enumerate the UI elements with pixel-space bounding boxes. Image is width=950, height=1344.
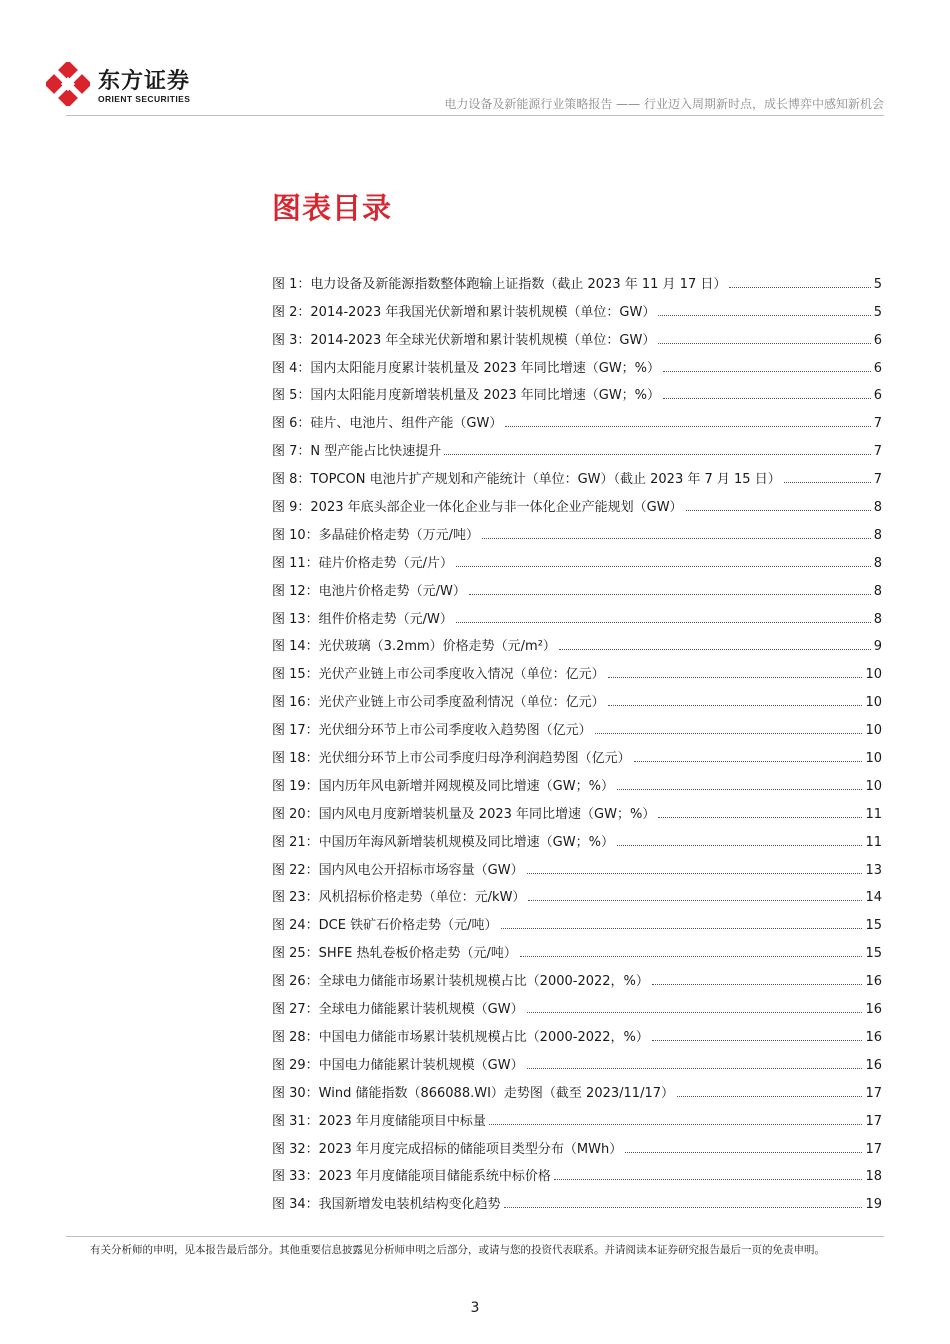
toc-leader-dots xyxy=(608,676,863,678)
toc-leader-dots xyxy=(686,509,871,511)
toc-leader-dots xyxy=(456,621,871,623)
toc-entry-page[interactable]: 15 xyxy=(865,918,882,934)
toc-entry[interactable] xyxy=(272,1157,882,1185)
toc-entry[interactable] xyxy=(272,822,882,850)
toc-leader-dots xyxy=(554,1178,863,1180)
toc-entry[interactable] xyxy=(272,403,882,431)
toc-entry-page[interactable]: 7 xyxy=(873,444,882,460)
toc-entry-label[interactable]: 图 34：我国新增发电装机结构变化趋势 xyxy=(272,1197,501,1213)
toc-leader-dots xyxy=(663,397,871,399)
toc-entry[interactable] xyxy=(272,878,882,906)
toc-entry[interactable] xyxy=(272,850,882,878)
orient-securities-logo-icon xyxy=(46,62,90,106)
toc-entry[interactable] xyxy=(272,794,882,822)
toc-entry-label[interactable]: 图 7：N 型产能占比快速提升 xyxy=(272,444,442,460)
toc-entry-label[interactable]: 图 15：光伏产业链上市公司季度收入情况（单位：亿元） xyxy=(272,667,605,683)
toc-leader-dots xyxy=(625,1151,862,1153)
toc-entry[interactable] xyxy=(272,264,882,292)
toc-entry-label[interactable]: 图 21：中国历年海风新增装机规模及同比增速（GW；%） xyxy=(272,834,614,850)
toc-entry[interactable] xyxy=(272,989,882,1017)
toc-entry-page[interactable]: 16 xyxy=(865,1029,882,1045)
toc-entry-label[interactable]: 图 30：Wind 储能指数（866088.WI）走势图（截至 2023/11/17） xyxy=(272,1085,674,1101)
toc-leader-dots xyxy=(469,593,871,595)
toc-entry[interactable] xyxy=(272,292,882,320)
toc-entry[interactable] xyxy=(272,627,882,655)
toc-entry-label[interactable]: 图 32：2023 年月度完成招标的储能项目类型分布（MWh） xyxy=(272,1141,623,1157)
toc-entry[interactable] xyxy=(272,1129,882,1157)
toc-entry-label[interactable]: 图 9：2023 年底头部企业一体化企业与非一体化企业产能规划（GW） xyxy=(272,500,683,516)
toc-entry-page[interactable]: 6 xyxy=(873,388,882,404)
toc-entry-label[interactable]: 图 1：电力设备及新能源指数整体跑输上证指数（截止 2023 年 11 月 17 日） xyxy=(272,276,727,292)
toc-entry-page[interactable]: 18 xyxy=(865,1169,882,1185)
toc-leader-dots xyxy=(658,816,862,818)
toc-entry-page[interactable]: 19 xyxy=(865,1197,882,1213)
toc-entry-page[interactable]: 5 xyxy=(873,304,882,320)
toc-entry-page[interactable]: 7 xyxy=(873,472,882,488)
toc-leader-dots xyxy=(677,1095,862,1097)
toc-entry[interactable] xyxy=(272,1017,882,1045)
toc-entry-page[interactable]: 8 xyxy=(873,555,882,571)
toc-entry-label[interactable]: 图 26：全球电力储能市场累计装机规模占比（2000-2022，%） xyxy=(272,974,649,990)
page-header xyxy=(0,0,950,120)
toc-entry-label[interactable]: 图 4：国内太阳能月度累计装机量及 2023 年同比增速（GW；%） xyxy=(272,360,661,376)
toc-entry[interactable] xyxy=(272,682,882,710)
toc-entry-label[interactable]: 图 17：光伏细分环节上市公司季度收入趋势图（亿元） xyxy=(272,723,592,739)
toc-entry[interactable] xyxy=(272,320,882,348)
toc-entry-page[interactable]: 5 xyxy=(873,276,882,292)
toc-entry-label[interactable]: 图 2：2014-2023 年我国光伏新增和累计装机规模（单位：GW） xyxy=(272,304,656,320)
toc-entry-label[interactable]: 图 8：TOPCON 电池片扩产规划和产能统计（单位：GW）（截止 2023 年 7 月 15 日） xyxy=(272,472,781,488)
toc-entry-label[interactable]: 图 5：国内太阳能月度新增装机量及 2023 年同比增速（GW；%） xyxy=(272,388,661,404)
toc-entry-label[interactable]: 图 27：全球电力储能累计装机规模（GW） xyxy=(272,1002,524,1018)
toc-leader-dots xyxy=(634,760,863,762)
toc-entry-label[interactable]: 图 3：2014-2023 年全球光伏新增和累计装机规模（单位：GW） xyxy=(272,332,656,348)
toc-entry-label[interactable]: 图 33：2023 年月度储能项目储能系统中标价格 xyxy=(272,1169,551,1185)
toc-entry-label[interactable]: 图 11：硅片价格走势（元/片） xyxy=(272,555,454,571)
toc-entry-page[interactable]: 16 xyxy=(865,1057,882,1073)
toc-entry-page[interactable]: 13 xyxy=(865,862,882,878)
toc-entry-page[interactable]: 16 xyxy=(865,974,882,990)
toc-entry-label[interactable]: 图 19：国内历年风电新增并网规模及同比增速（GW；%） xyxy=(272,778,614,794)
toc-entry-page[interactable]: 17 xyxy=(865,1141,882,1157)
toc-entry-label[interactable]: 图 25：SHFE 热轧卷板价格走势（元/吨） xyxy=(272,946,517,962)
toc-leader-dots xyxy=(505,425,870,427)
toc-leader-dots xyxy=(520,955,863,957)
toc-leader-dots xyxy=(784,481,871,483)
toc-entry[interactable] xyxy=(272,654,882,682)
toc-leader-dots xyxy=(527,872,863,874)
toc-entry[interactable] xyxy=(272,431,882,459)
page-number: 3 xyxy=(470,1300,480,1316)
toc-leader-dots xyxy=(652,983,863,985)
toc-entry-page[interactable]: 6 xyxy=(873,360,882,376)
toc-entry-page[interactable]: 8 xyxy=(873,583,882,599)
toc-entry[interactable] xyxy=(272,766,882,794)
toc-leader-dots xyxy=(617,844,862,846)
toc-entry-label[interactable]: 图 13：组件价格走势（元/W） xyxy=(272,611,453,627)
toc-entry[interactable] xyxy=(272,599,882,627)
toc-entry-label[interactable]: 图 24：DCE 铁矿石价格走势（元/吨） xyxy=(272,918,498,934)
toc-entry-label[interactable]: 图 20：国内风电月度新增装机量及 2023 年同比增速（GW；%） xyxy=(272,806,656,822)
toc-entry-page[interactable]: 10 xyxy=(865,778,882,794)
toc-entry[interactable] xyxy=(272,961,882,989)
toc-entry-label[interactable]: 图 14：光伏玻璃（3.2mm）价格走势（元/m²） xyxy=(272,639,556,655)
brand-name-en: ORIENT SECURITIES xyxy=(98,94,191,104)
brand-name-cn: 东方证券 xyxy=(98,69,191,94)
toc-leader-dots xyxy=(595,732,863,734)
toc-entry-page[interactable]: 9 xyxy=(873,639,882,655)
figure-toc-list xyxy=(272,264,882,1212)
toc-entry[interactable] xyxy=(272,710,882,738)
toc-leader-dots xyxy=(527,1011,863,1013)
toc-entry-page[interactable]: 6 xyxy=(873,332,882,348)
toc-entry-page[interactable]: 11 xyxy=(865,806,882,822)
toc-leader-dots xyxy=(559,648,871,650)
toc-entry[interactable] xyxy=(272,348,882,376)
toc-entry[interactable] xyxy=(272,515,882,543)
toc-leader-dots xyxy=(528,899,862,901)
toc-leader-dots xyxy=(617,788,862,790)
toc-entry[interactable] xyxy=(272,376,882,404)
toc-leader-dots xyxy=(527,1067,863,1069)
toc-leader-dots xyxy=(652,1039,863,1041)
toc-entry-label[interactable]: 图 16：光伏产业链上市公司季度盈利情况（单位：亿元） xyxy=(272,695,605,711)
toc-entry-page[interactable]: 16 xyxy=(865,1002,882,1018)
toc-entry[interactable] xyxy=(272,1184,882,1212)
toc-entry-page[interactable]: 10 xyxy=(865,751,882,767)
report-title: 电力设备及新能源行业策略报告 —— 行业迈入周期新时点，成长博弈中感知新机会 xyxy=(444,97,884,111)
toc-entry-label[interactable]: 图 29：中国电力储能累计装机规模（GW） xyxy=(272,1057,524,1073)
toc-entry-label[interactable]: 图 18：光伏细分环节上市公司季度归母净利润趋势图（亿元） xyxy=(272,751,631,767)
toc-entry[interactable] xyxy=(272,487,882,515)
toc-leader-dots xyxy=(444,453,870,455)
toc-entry-page[interactable]: 7 xyxy=(873,416,882,432)
toc-leader-dots xyxy=(608,704,863,706)
toc-entry-label[interactable]: 图 6：硅片、电池片、组件产能（GW） xyxy=(272,416,503,432)
toc-leader-dots xyxy=(504,1206,863,1208)
toc-leader-dots xyxy=(658,314,870,316)
toc-entry-label[interactable]: 图 12：电池片价格走势（元/W） xyxy=(272,583,466,599)
toc-leader-dots xyxy=(658,342,870,344)
toc-entry[interactable] xyxy=(272,543,882,571)
toc-entry-page[interactable]: 14 xyxy=(865,890,882,906)
toc-entry-label[interactable]: 图 31：2023 年月度储能项目中标量 xyxy=(272,1113,486,1129)
toc-entry[interactable] xyxy=(272,459,882,487)
toc-heading: 图表目录 xyxy=(272,191,393,225)
toc-entry-label[interactable]: 图 28：中国电力储能市场累计装机规模占比（2000-2022，%） xyxy=(272,1029,649,1045)
toc-entry[interactable] xyxy=(272,738,882,766)
toc-leader-dots xyxy=(482,537,871,539)
toc-entry[interactable] xyxy=(272,1073,882,1101)
footer-disclaimer: 有关分析师的申明，见本报告最后部分。其他重要信息披露见分析师申明之后部分，或请与您的投资代表联系。并请阅读本证券研究报告最后一页的免责申明。 xyxy=(90,1244,825,1256)
toc-entry[interactable] xyxy=(272,1101,882,1129)
toc-entry-label[interactable]: 图 10：多晶硅价格走势（万元/吨） xyxy=(272,527,480,543)
toc-leader-dots xyxy=(456,565,871,567)
toc-entry-page[interactable]: 15 xyxy=(865,946,882,962)
toc-leader-dots xyxy=(729,286,870,288)
toc-entry[interactable] xyxy=(272,905,882,933)
toc-entry-page[interactable]: 8 xyxy=(873,527,882,543)
toc-entry-page[interactable]: 10 xyxy=(865,723,882,739)
toc-entry-page[interactable]: 8 xyxy=(873,611,882,627)
toc-leader-dots xyxy=(489,1123,863,1125)
toc-entry-label[interactable]: 图 22：国内风电公开招标市场容量（GW） xyxy=(272,862,524,878)
toc-entry-page[interactable]: 17 xyxy=(865,1113,882,1129)
footer-divider xyxy=(66,1236,884,1237)
toc-entry-page[interactable]: 17 xyxy=(865,1085,882,1101)
toc-entry[interactable] xyxy=(272,1045,882,1073)
header-divider xyxy=(66,115,884,116)
toc-entry-page[interactable]: 11 xyxy=(865,834,882,850)
toc-entry[interactable] xyxy=(272,933,882,961)
toc-entry-page[interactable]: 10 xyxy=(865,667,882,683)
toc-entry[interactable] xyxy=(272,571,882,599)
toc-entry-page[interactable]: 10 xyxy=(865,695,882,711)
toc-leader-dots xyxy=(663,370,871,372)
toc-entry-page[interactable]: 8 xyxy=(873,500,882,516)
toc-entry-label[interactable]: 图 23：风机招标价格走势（单位：元/kW） xyxy=(272,890,526,906)
toc-leader-dots xyxy=(501,927,863,929)
